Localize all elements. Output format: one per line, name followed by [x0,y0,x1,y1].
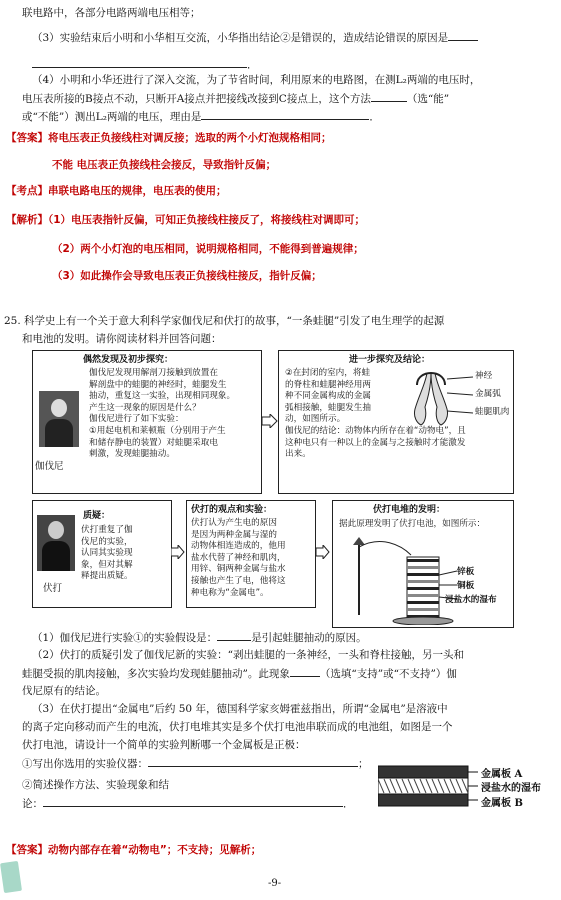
box2-line: 的脊柱和蛙腿神经用两 [285,379,371,390]
answer-blank [217,630,251,641]
box1-line: 抽动，重复这一实验，出现相同现象。 [89,391,236,402]
box3-line: 象，但对其解 [81,559,133,570]
q24-jiexi-3 [52,269,547,283]
q25-q3-a: （3）在伏打提出“金属电”后约 50 年，德国科学家亥姆霍兹指出，所谓“金属电”是溶液中 [32,703,448,715]
q24-q3-text: （3）实验结束后小明和小华相互交流，小华指出结论②是错误的，造成结论错误的原因是 [32,32,449,44]
box1-line: 解剖盘中的蛙腿的神经时，蛙腿发生 [89,379,227,390]
label-frog-muscle: 蛙腿肌肉 [475,407,510,417]
answer-blank-long: ． [32,57,258,72]
q2-text-b: 蛙腿受损的肌肉接触，多次实验均发现蛙腿抽动”。此现象 [22,668,290,680]
box3-line: 伏打重复了伽 [81,525,133,535]
label-nerve: 神经 [475,371,493,381]
voltaic-pile-box [332,500,514,628]
box5-line: 据此原理发明了伏打电池，如图所示： [339,519,486,529]
page-number: -9- [268,878,282,889]
voltaic-cell-figure [378,764,558,824]
box1-title: 偶然发现及初步探究： [83,355,174,365]
q24-jiexi-2 [52,242,547,256]
q25-q1 [32,630,547,645]
answer-blank [201,109,369,120]
volta-portrait [37,515,75,571]
q24-q4-text-b2: （选“能” [406,93,450,105]
q24-q4-line-b [22,91,547,106]
label-zinc-plate: 锌板 [457,567,475,577]
box4-line: 用锌、铜两种金属与盐水 [191,564,286,575]
label-salt-cloth: 浸盐水的湿布 [445,595,497,605]
answer-label: 【答案】 [6,132,48,144]
q1-text-b: 是引起蛙腿抽动的原因。 [251,632,367,644]
jiexi-text-1: （1）电压表指针反偏，可知正负接线柱接反了，将接线柱对调即可； [48,214,366,226]
q25-q3-b: 的离子定向移动而产生的电流，伏打电堆其实是多个伏打电池串联而成的电池组，如图是一个 [22,721,453,733]
q3-text-d: ①写出你选用的实验仪器： [22,758,148,770]
jiexi-text-2: （2）两个小灯泡的电压相同，说明规格相同，不能得到普遍规律； [52,243,364,255]
q24-answer-2 [52,158,547,172]
q25-answer [6,843,547,857]
volta-doubt-box [32,500,172,608]
q25-intro-2: 和电池的发明。请你阅读材料并回答问题： [22,333,222,345]
arrow-right-3 [316,545,330,562]
kaodian-text: 串联电路电压的规律，电压表的使用； [48,185,227,197]
box3-title: 质疑： [83,511,111,521]
arrow-right-1 [262,414,278,431]
box2-line: 出来。 [285,449,311,460]
q24-answer [6,131,547,145]
box1-line: ①用起电机和莱顿瓶（分别用于产生 [89,426,226,436]
question-number: 25. [4,315,21,327]
box2-title: 进一步探究及结论： [349,355,431,365]
box2-line: 伽伐尼的结论：动物体内所存在着“动物电”，且 [285,426,466,436]
box4-line: 是因为两种金属与湿的 [191,529,277,540]
label-salt-water-cloth: 浸盐水的湿布 [481,783,541,794]
volta-name: 伏打 [43,583,63,594]
q25-q2-c: 伐尼原有的结论。 [22,685,106,697]
box4-line: 接触也产生了电，他将这 [191,576,286,586]
box1-line: 和储存静电的装置）对蛙腿采取电 [89,437,218,448]
q24-q4-text-c: 或“不能”）测出L₂两端的电压，理由是 [22,111,202,123]
q1-text-a: （1）伽伐尼进行实验①的实验假设是： [32,632,218,644]
q24-kaodian [6,184,547,198]
answer-blank [43,796,343,807]
corner-decoration [0,861,22,893]
box4-line: 种电称为“金属电”。 [191,587,269,598]
q25-q3-c: 伏打电池，请设计一个简单的实验判断哪一个金属板是正极： [22,739,306,751]
answer-text: 动物内部存在着“动物电”；不支持；见解析； [48,844,262,856]
q25-q3-d: ①写出你选用的实验仪器： ； [22,758,369,770]
jiexi-text-3: （3）如此操作会导致电压表正负接线柱接反，指针反偏； [52,270,322,282]
label-copper-plate: 铜板 [457,581,475,591]
galvani-name: 伽伐尼 [35,461,64,472]
answer-text-1: 将电压表正负接线柱对调反接；选取的两个小灯泡规格相同； [48,132,332,144]
box4-line: 伏打认为产生电的原因 [191,518,277,528]
box1-line: 伽伐尼进行了如下实验： [89,414,184,425]
box3-line: 释提出质疑。 [81,571,133,582]
box3-line: 伐尼的实验， [81,536,133,547]
box1-line: 伽伐尼发现用解剖刀接触到放置在 [89,368,218,378]
answer-blank [371,91,407,102]
q24-line-1: 联电路中，各部分电路两端电压相等； [22,7,201,19]
q24-q4-line-a: （4）小明和小华还进行了深入交流，为了节省时间，利用原来的电路图，在测L₂两端的电压时， [32,74,481,86]
further-inquiry-box [278,350,514,494]
jiexi-label: 【解析】 [6,214,48,226]
voltaic-pile-figure [341,535,511,625]
box4-title: 伏打的观点和实验： [191,505,273,515]
q24-jiexi-1 [6,213,547,227]
kaodian-label: 【考点】 [6,185,48,197]
q3-text-f: 论： [22,798,43,810]
box1-line: 刺激，发现蛙腿抽动。 [89,449,175,460]
answer-label: 【答案】 [6,844,48,856]
arrow-right-2 [171,545,185,562]
label-metal-plate-b: 金属板 B [481,798,523,809]
box2-line: 动，如图所示。 [285,414,346,425]
box2-line: 这种电只有一种以上的金属与之接触时才能激发 [285,437,466,448]
volta-view-box [186,500,316,608]
q25-intro-1 [4,314,547,328]
box2-line: 弧相接触，蛙腿发生抽 [285,402,371,413]
q25-intro-text-1: 科学史上有一个关于意大利科学家伽伐尼和伏打的故事，“一条蛙腿”引发了电生理学的起源 [24,315,445,327]
q24-q4-text-b: 电压表所接的B接点不动，只断开A接点并把接线改接到C接点上，这个方法 [22,93,371,105]
box3-line: 认同其实验现 [81,548,133,559]
answer-text-2: 不能 电压表正负接线柱会接反，导致指针反偏； [52,159,277,171]
box4-line: 盐水代替了神经和肌肉， [191,552,286,563]
q25-q2-b [22,666,547,681]
galvani-portrait [39,391,79,447]
box4-line: 动物体相连造成的，他用 [191,541,286,552]
q25-q2-a: （2）伏打的质疑引发了伽伐尼新的实验：“剥出蛙腿的一条神经，一头和脊柱接触，另一头和 [32,649,465,661]
box2-line: ②在封闭的室内，将蛙 [285,368,371,378]
answer-blank [148,756,358,767]
answer-blank [290,666,320,677]
galvani-discovery-box [32,350,262,494]
q2-text-b2: （选填“支持”或“不支持”）伽 [319,668,457,680]
q25-q3-e: ②简述操作方法、实验现象和结 [22,779,169,791]
label-metal-arc: 金属弧 [475,389,501,399]
q24-q4-line-c: 或“不能”）测出L₂两端的电压，理由是 ． [22,111,380,123]
box1-line: 产生这一现象的原因是什么？ [89,402,201,413]
q25-q3-f: 论： ． [22,798,354,810]
q24-line-2 [32,30,547,45]
box2-line: 种不同金属构成的金属 [285,391,371,402]
label-metal-plate-a: 金属板 A [481,769,523,780]
answer-blank [448,30,478,41]
box5-title: 伏打电堆的发明： [373,505,446,515]
